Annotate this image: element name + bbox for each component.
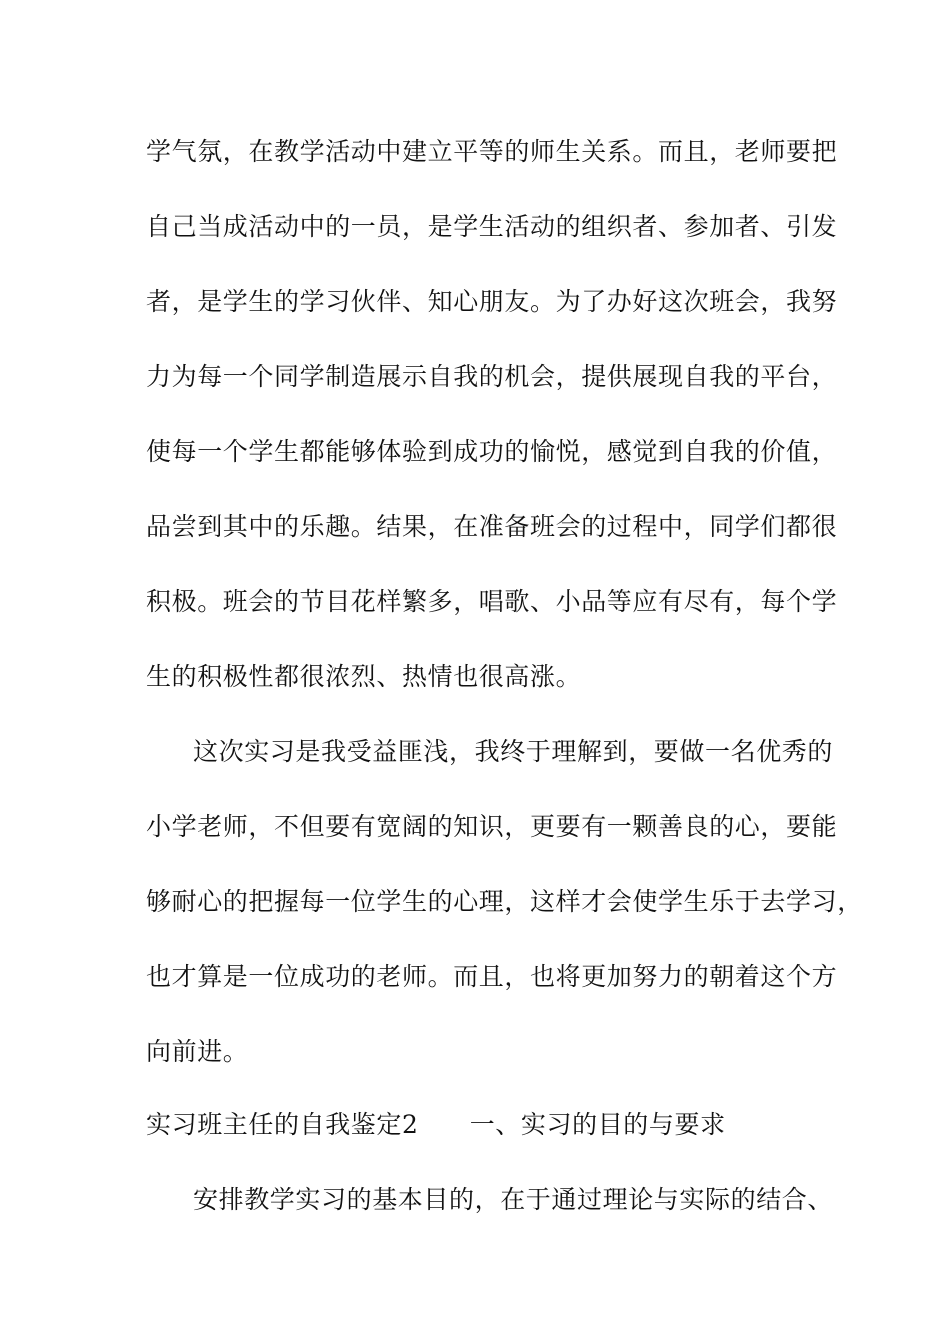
text-line-6: 品尝到其中的乐趣。结果，在准备班会的过程中，同学们都很	[146, 512, 838, 541]
paragraph-2-line-2: 小学老师，不但要有宽阔的知识，更要有一颗善良的心，要能	[146, 812, 838, 841]
paragraph-2-line-5: 向前进。	[146, 1037, 249, 1066]
text-line-4: 力为每一个同学制造展示自我的机会，提供展现自我的平台，	[146, 362, 838, 391]
text-line-2: 自己当成活动中的一员，是学生活动的组织者、参加者、引发	[146, 212, 838, 241]
paragraph-2-line-1: 这次实习是我受益匪浅，我终于理解到，要做一名优秀的	[193, 737, 834, 766]
paragraph-2-line-3: 够耐心的把握每一位学生的心理，这样才会使学生乐于去学习，	[146, 887, 863, 916]
text-line-8: 生的积极性都很浓烈、热情也很高涨。	[146, 662, 582, 691]
paragraph-3-line-1: 安排教学实习的基本目的，在于通过理论与实际的结合、	[193, 1185, 834, 1214]
text-line-3: 者，是学生的学习伙伴、知心朋友。为了办好这次班会，我努	[146, 287, 838, 316]
section-heading: 实习班主任的自我鉴定2 一、实习的目的与要求	[146, 1110, 726, 1139]
text-line-1: 学气氛，在教学活动中建立平等的师生关系。而且，老师要把	[146, 137, 838, 166]
text-line-5: 使每一个学生都能够体验到成功的愉悦，感觉到自我的价值，	[146, 437, 838, 466]
text-line-7: 积极。班会的节目花样繁多，唱歌、小品等应有尽有，每个学	[146, 587, 838, 616]
paragraph-2-line-4: 也才算是一位成功的老师。而且，也将更加努力的朝着这个方	[146, 962, 838, 991]
